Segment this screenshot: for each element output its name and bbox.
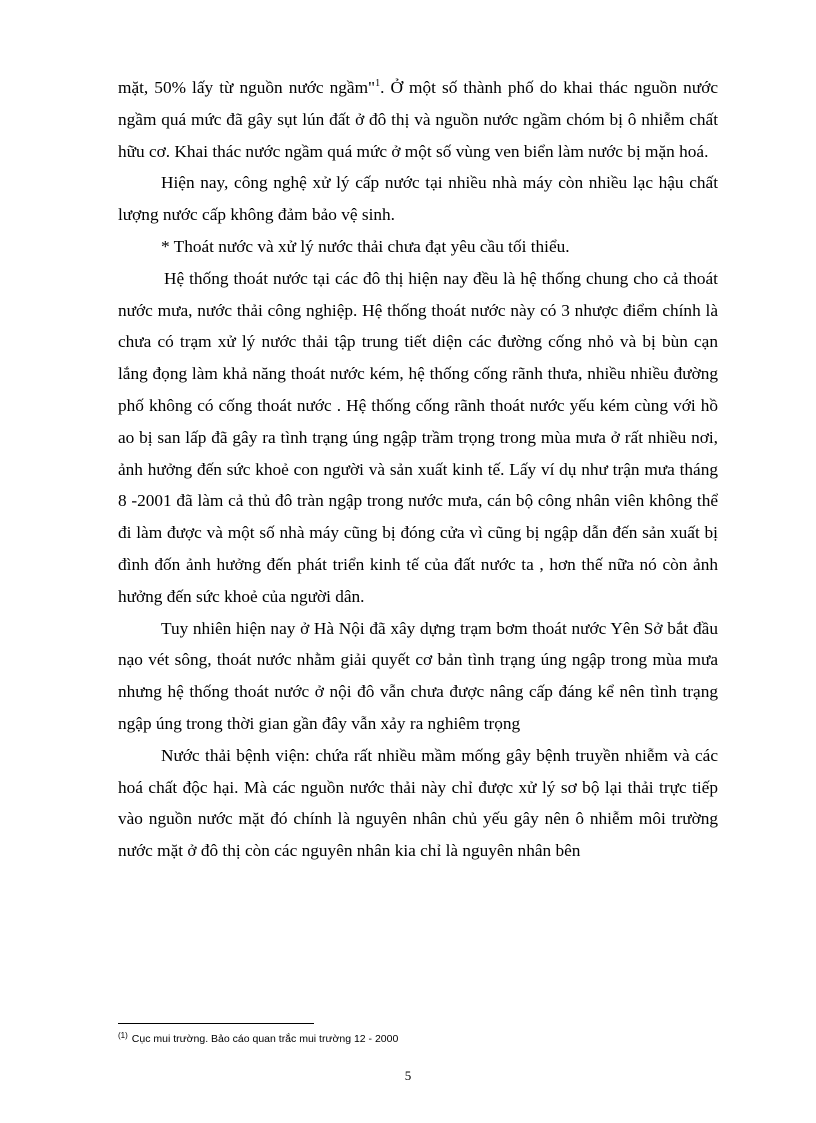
- paragraph-1-text: mặt, 50% lấy từ nguồn nước ngầm": [118, 78, 376, 97]
- paragraph-4: Hệ thống thoát nước tại các đô thị hiện nay đều là hệ thống chung cho cả thoát nước mưa, nước thải công nghiệp. Hệ thống thoát nước này có 3 nhược điểm chính là chưa có trạm xử lý nước thải tập trung tiết diện các đường cống nhỏ và bị bùn cạn lắng đọng làm khả năng thoát nước kém, hệ thống cống rãnh thưa, nhiều nhiều đường phố không có cống thoát nước . Hệ thống cống rãnh thoát nước yếu kém cùng với hồ ao bị san lấp đã gây ra tình trạng úng ngập trầm trọng trong mùa mưa ở rất nhiều nơi, ảnh hưởng đến sức khoẻ con người và sản xuất kinh tế. Lấy ví dụ như trận mưa tháng 8 -2001 đã làm cả thủ đô tràn ngập trong nước mưa, cán bộ công nhân viên không thể đi làm được và một số nhà máy cũng bị đóng cửa vì cũng bị ngập dẫn đến sản xuất bị đình đốn ảnh hưởng đến phát triển kinh tế của đất nước ta , hơn thế nữa nó còn ảnh hưởng đến sức khoẻ của người dân.: [118, 268, 718, 606]
- paragraph-2: Hiện nay, công nghệ xử lý cấp nước tại nhiều nhà máy còn nhiều lạc hậu chất lượng nước cấp không đảm bảo vệ sinh.: [118, 173, 718, 225]
- footnote: [118, 1032, 398, 1046]
- body-text: [118, 72, 718, 867]
- footnote-divider: [118, 1023, 314, 1024]
- page-number: 5: [404, 1068, 412, 1083]
- paragraph-1-rest: . Ở một số thành phố do khai thác nguồn nước ngầm quá mức đã gây sụt lún đất ở đô thị và nguồn nước ngầm chóm bị ô nhiễm chất hữu cơ. Khai thác nước ngầm quá mức ở một số vùng ven biển làm nước bị mặn hoá.: [118, 78, 718, 161]
- paragraph-6: Nước thải bệnh viện: chứa rất nhiều mầm mống gây bệnh truyền nhiễm và các hoá chất độc hại. Mà các nguồn nước thải này chỉ được xử lý sơ bộ lại thải trực tiếp vào nguồn nước mặt đó chính là nguyên nhân chủ yếu gây nên ô nhiễm môi trường nước mặt ở đô thị còn các nguyên nhân kia chỉ là nguyên nhân bên: [118, 745, 718, 861]
- footnote-mark: (1): [118, 1030, 128, 1040]
- paragraph-3-heading: * Thoát nước và xử lý nước thải chưa đạt yêu cầu tối thiểu.: [161, 236, 570, 256]
- footnote-reference[interactable]: 1: [375, 78, 381, 90]
- paragraph-5: Tuy nhiên hiện nay ở Hà Nội đã xây dựng trạm bơm thoát nước Yên Sở bắt đầu nạo vét sông, thoát nước nhằm giải quyết cơ bản tình trạng úng ngập trong mùa mưa nhưng hệ thống thoát nước ở nội đô vẫn chưa được nâng cấp đáng kể nên tình trạng ngập úng trong thời gian gần đây vẫn xảy ra nghiêm trọng: [118, 618, 718, 733]
- paragraph-1: [118, 72, 718, 167]
- footnote-text: Cục mui trường. Bảo cáo quan trắc mui trường 12 - 2000: [131, 1033, 399, 1045]
